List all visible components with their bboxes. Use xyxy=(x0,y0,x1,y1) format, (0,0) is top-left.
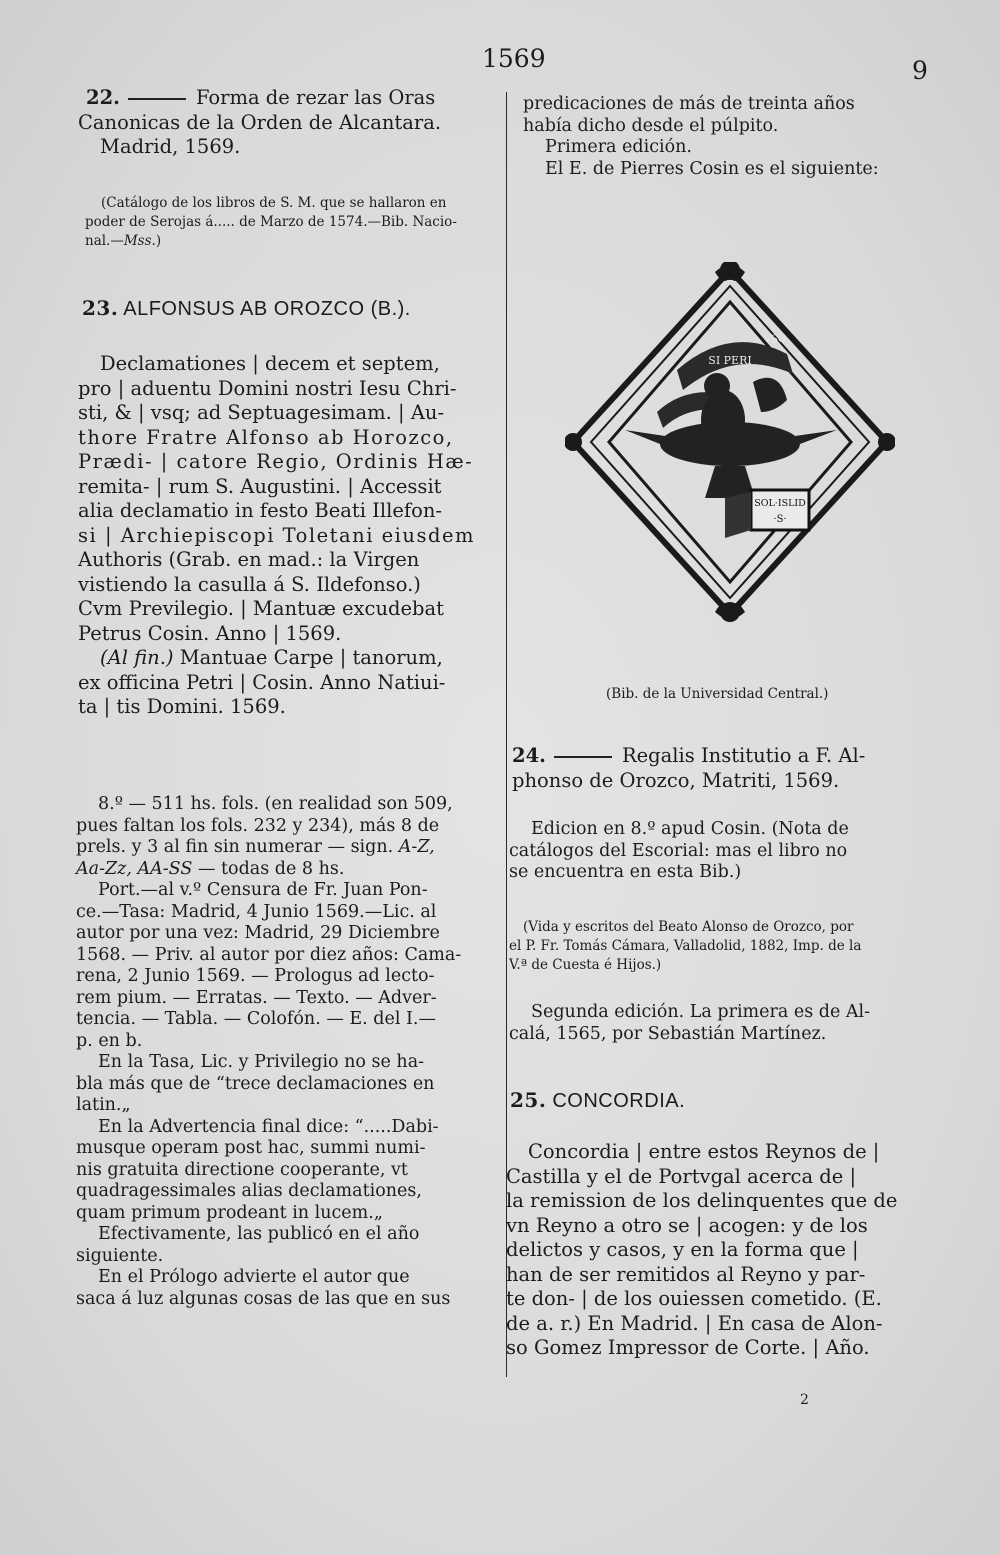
title-line: Authoris (Grab. en mad.: la Virgen xyxy=(78,548,420,571)
desc-line: rena, 2 Junio 1569. — Prologus ad lecto- xyxy=(76,966,435,986)
note-text: ) xyxy=(155,233,162,249)
entry-25-title xyxy=(506,1140,916,1361)
title-line: vn Reyno a otro se | acogen: y de los xyxy=(506,1213,868,1237)
desc-line: Edicion en 8.º apud Cosin. (Nota de xyxy=(531,819,849,839)
edition-note: Primera edición. xyxy=(545,137,692,157)
title-line: thore Fratre Alfonso ab Horozco, xyxy=(78,425,454,449)
title-line: Prædi- | catore Regio, Ordinis Hæ- xyxy=(78,450,474,473)
title-line: Castilla y el de Portvgal acerca de | xyxy=(506,1164,857,1188)
desc-line: 8.º — 511 hs. fols. (en realidad son 509, xyxy=(98,794,453,814)
entry-24-second-edition xyxy=(509,1002,919,1045)
paragraph-line: En el Prólogo advierte el autor que xyxy=(98,1267,410,1287)
desc-line: 1568. — Priv. al autor por diez años: Cama- xyxy=(76,944,462,965)
title-line: ex officina Petri | Cosin. Anno Natiui- xyxy=(78,670,446,694)
paragraph-line: latin.„ xyxy=(76,1095,131,1115)
desc-line: autor por una vez: Madrid, 29 Diciembre xyxy=(76,923,440,943)
entry-continuation xyxy=(523,94,927,180)
desc-line: tencia. — Tabla. — Colofón. — E. del I.— xyxy=(76,1009,436,1029)
entry-25-heading xyxy=(510,1088,930,1113)
paragraph-line: Efectivamente, las publicó en el año xyxy=(98,1224,420,1244)
desc-line: se encuentra en esta Bib.) xyxy=(509,862,742,882)
entry-title-line: Canonicas de la Orden de Alcantara. xyxy=(78,110,442,134)
desc-line: p. en b. xyxy=(76,1030,143,1051)
note-line: V.ª de Cuesta é Hijos.) xyxy=(509,957,662,973)
title-line: Concordia | entre estos Reynos de | xyxy=(528,1140,880,1163)
title-line: Declamationes | decem et septem, xyxy=(100,352,440,375)
title-line: si | Archiepiscopi Toletani eiusdem xyxy=(78,523,475,547)
mark-book-text: ·S· xyxy=(773,514,787,525)
title-line: pro | aduentu Domini nostri Iesu Chri- xyxy=(78,376,457,400)
signature-range: Aa-Zz, AA-SS xyxy=(76,858,193,879)
title-line: la remission de los delinquentes que de xyxy=(506,1189,898,1212)
entry-heading-text: ALFONSUS AB OROZCO (B.). xyxy=(123,298,411,320)
title-line: vistiendo la casulla á S. Ildefonso.) xyxy=(78,572,421,596)
title-line: Petrus Cosin. Anno | 1569. xyxy=(78,621,342,645)
entry-heading-text: CONCORDIA. xyxy=(552,1090,686,1112)
entry-number: 22. xyxy=(86,86,120,109)
note-line xyxy=(85,232,499,251)
paragraph-line: nis gratuita directione cooperante, vt xyxy=(76,1159,408,1180)
title-line: sti, & | vsq; ad Septuagesimam. | Au- xyxy=(78,401,445,424)
mark-book-text: SOL·ISLID xyxy=(754,498,806,509)
mark-ribbon-text: VSQ xyxy=(763,334,787,345)
entry-22-note xyxy=(85,194,499,251)
paragraph-line: predicaciones de más de treinta años xyxy=(523,94,855,114)
desc-line: catálogos del Escorial: mas el libro no xyxy=(509,840,848,861)
paragraph-line: En la Tasa, Lic. y Privilegio no se ha- xyxy=(98,1052,425,1072)
entry-24-note xyxy=(509,918,919,975)
running-head-year: 1569 xyxy=(482,44,546,73)
title-line: Mantuae Carpe | tanorum, xyxy=(179,646,443,669)
note-line: el P. Fr. Tomás Cámara, Valladolid, 1882, Imp. de la xyxy=(509,938,862,954)
paragraph-line: musque operam post hac, summi numi- xyxy=(76,1138,426,1158)
entry-number: 23. xyxy=(82,296,119,320)
paragraph-line: quadragessimales alias declamationes, xyxy=(76,1181,422,1201)
title-line: so Gomez Impressor de Corte. | Año. xyxy=(506,1336,870,1359)
dash-rule xyxy=(128,98,186,100)
title-line: han de ser remitidos al Reyno y par- xyxy=(506,1262,866,1286)
dash-rule xyxy=(554,756,612,758)
entry-title-line: phonso de Orozco, Matriti, 1569. xyxy=(512,768,840,792)
entry-24 xyxy=(512,744,920,793)
desc-line: Port.—al v.º Censura de Fr. Juan Pon- xyxy=(98,880,428,900)
title-line: remita- | rum S. Augustini. | Accessit xyxy=(78,474,442,498)
paragraph-line: había dicho desde el púlpito. xyxy=(523,115,779,136)
desc-line: — todas de 8 hs. xyxy=(197,858,345,879)
paragraph-line: En la Advertencia final dice: “.....Dabi- xyxy=(98,1116,439,1137)
entry-22 xyxy=(78,86,498,160)
desc-line: ce.—Tasa: Madrid, 4 Junio 1569.—Lic. al xyxy=(76,901,437,922)
paragraph-line: saca á luz algunas cosas de las que en sus xyxy=(76,1288,451,1309)
colophon-label: (Al fin.) xyxy=(100,646,174,669)
paragraph-line: bla más que de “trece declamaciones en xyxy=(76,1073,435,1094)
title-line: delictos y casos, y en la forma que | xyxy=(506,1238,859,1261)
entry-23-title xyxy=(78,352,492,720)
entry-23-heading xyxy=(82,296,502,321)
title-line: Cvm Previlegio. | Mantuæ excudebat xyxy=(78,597,444,620)
paragraph-line: Segunda edición. La primera es de Al- xyxy=(531,1002,871,1022)
signature-range: A-Z, xyxy=(398,837,435,857)
signature-mark: 2 xyxy=(800,1392,809,1408)
entry-title-line: Forma de rezar las Oras xyxy=(195,86,436,109)
page-number: 9 xyxy=(912,56,928,85)
woodcut-caption: (Bib. de la Universidad Central.) xyxy=(606,686,829,702)
printer-note: El E. de Pierres Cosin es el siguiente: xyxy=(545,158,879,179)
entry-number: 25. xyxy=(510,1088,547,1112)
desc-line: prels. y 3 al fin sin numerar — sign. xyxy=(76,837,394,857)
mark-banner-text: SI PERI xyxy=(708,354,752,367)
desc-line: pues faltan los fols. 232 y 234), más 8 de xyxy=(76,815,440,836)
paragraph-line: siguiente. xyxy=(76,1245,164,1266)
entry-title-line: Regalis Institutio a F. Al- xyxy=(621,744,866,767)
entry-number: 24. xyxy=(512,744,546,767)
note-line: poder de Serojas á..... de Marzo de 1574.—Bib. Nacio- xyxy=(85,214,457,230)
paragraph-line: calá, 1565, por Sebastián Martínez. xyxy=(509,1023,827,1044)
title-line: ta | tis Domini. 1569. xyxy=(78,695,286,718)
title-line: alia declamatio in festo Beati Illefon- xyxy=(78,499,442,522)
entry-23-description xyxy=(76,794,480,1310)
entry-24-description xyxy=(509,819,919,884)
entry-title-line: Madrid, 1569. xyxy=(100,135,241,158)
note-text: nal.— xyxy=(85,233,124,249)
paragraph-line: quam primum prodeant in lucem.„ xyxy=(76,1202,383,1223)
note-line: (Catálogo de los libros de S. M. que se hallaron en xyxy=(101,195,447,211)
title-line: te don- | de los ouiessen cometido. (E. xyxy=(506,1287,882,1310)
note-italic: Mss. xyxy=(123,233,156,249)
title-line: de a. r.) En Madrid. | En casa de Alon- xyxy=(506,1311,883,1335)
printers-mark-woodcut xyxy=(565,262,895,622)
desc-line: rem pium. — Erratas. — Texto. — Adver- xyxy=(76,987,437,1008)
note-line: (Vida y escritos del Beato Alonso de Orozco, por xyxy=(523,919,854,935)
